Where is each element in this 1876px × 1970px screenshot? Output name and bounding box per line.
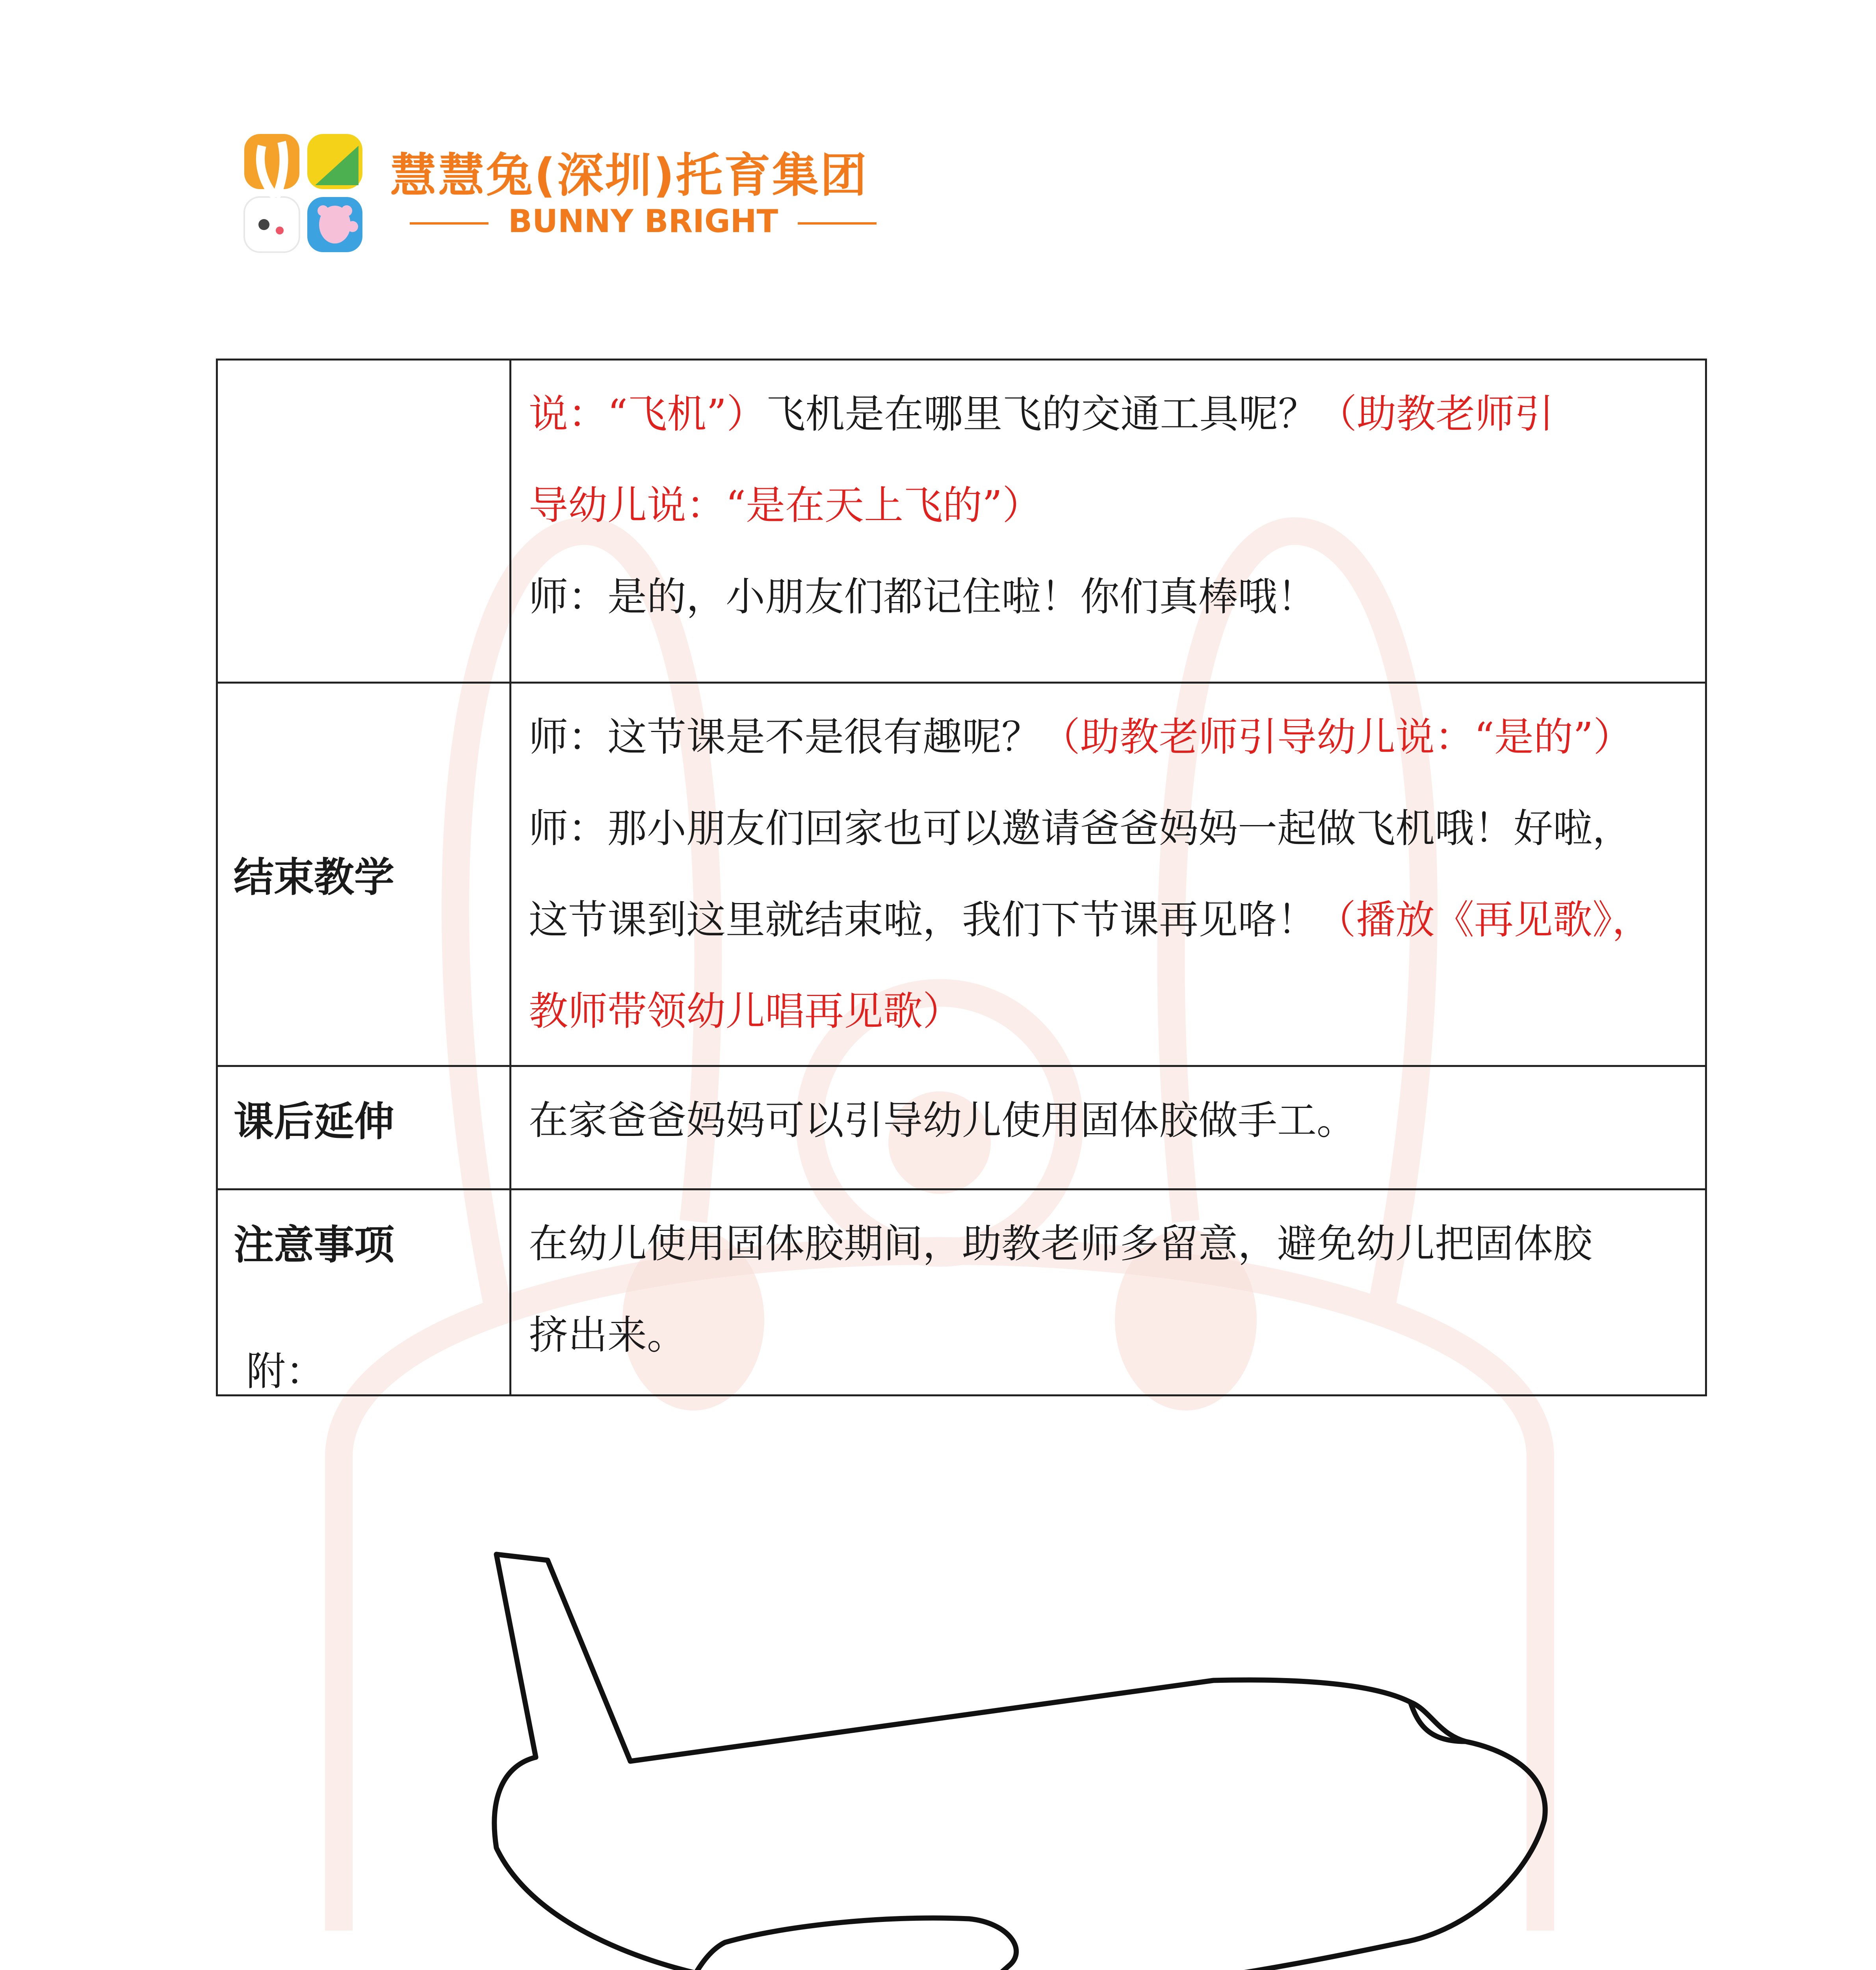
content-line [529, 1198, 1689, 1290]
row-label: 注意事项 [217, 1189, 511, 1396]
content-line [529, 691, 1689, 783]
row-label: 结束教学 [217, 683, 511, 1066]
content-line [529, 368, 1689, 460]
dialogue-text: 在幼儿使用固体胶期间，助教老师多留意，避免幼儿把固体胶 [529, 1221, 1592, 1267]
dialogue-text: 师：是的，小朋友们都记住啦！你们真棒哦！ [529, 574, 1317, 620]
content-line [529, 460, 1689, 551]
airplane-outline-drawing-icon [465, 1537, 1556, 1970]
table-row [217, 1066, 1706, 1189]
content-line [529, 1290, 1689, 1381]
guidance-text: 教师带领幼儿唱再见歌） [529, 988, 962, 1034]
content-line [529, 1075, 1689, 1166]
content-line [529, 551, 1689, 643]
content-line [529, 783, 1689, 874]
lesson-plan-table [216, 359, 1707, 1396]
guidance-text: 导幼儿说：“是在天上飞的”） [529, 482, 1042, 528]
table-row [217, 360, 1706, 683]
guidance-text: （助教老师引导幼儿说：“是的”） [1041, 714, 1633, 760]
row-content [511, 683, 1706, 1066]
row-label [217, 360, 511, 683]
dialogue-text: 这节课到这里就结束啦，我们下节课再见咯！ [529, 897, 1317, 943]
dialogue-text: 师：这节课是不是很有趣呢？ [529, 714, 1041, 760]
guidance-text: （助教老师引 [1317, 391, 1554, 437]
row-content [511, 1189, 1706, 1396]
table-row [217, 1189, 1706, 1396]
bunny-logo-icon [240, 130, 370, 260]
dialogue-text: 师：那小朋友们回家也可以邀请爸爸妈妈一起做飞机哦！好啦， [529, 805, 1632, 851]
row-label: 课后延伸 [217, 1066, 511, 1189]
guidance-text: 说：“飞机”） [529, 391, 766, 437]
header-logo [240, 130, 871, 260]
brand-tagline [390, 203, 847, 240]
row-content [511, 360, 1706, 683]
tagline-rule-right [798, 222, 877, 225]
row-content [511, 1066, 1706, 1189]
tagline-rule-left [410, 222, 489, 225]
content-line [529, 874, 1689, 966]
dialogue-text: 在家爸爸妈妈可以引导幼儿使用固体胶做手工。 [529, 1097, 1356, 1143]
guidance-text: （播放《再见歌》， [1317, 897, 1651, 943]
brand-name: BUNNY BRIGHT [508, 203, 778, 240]
dialogue-text: 挤出来。 [529, 1312, 686, 1358]
org-name: 慧慧兔(深圳)托育集团 [390, 148, 868, 203]
dialogue-text: 飞机是在哪里飞的交通工具呢？ [766, 391, 1318, 437]
appendix-label: 附： [246, 1348, 325, 1394]
table-row [217, 683, 1706, 1066]
content-line [529, 966, 1689, 1057]
